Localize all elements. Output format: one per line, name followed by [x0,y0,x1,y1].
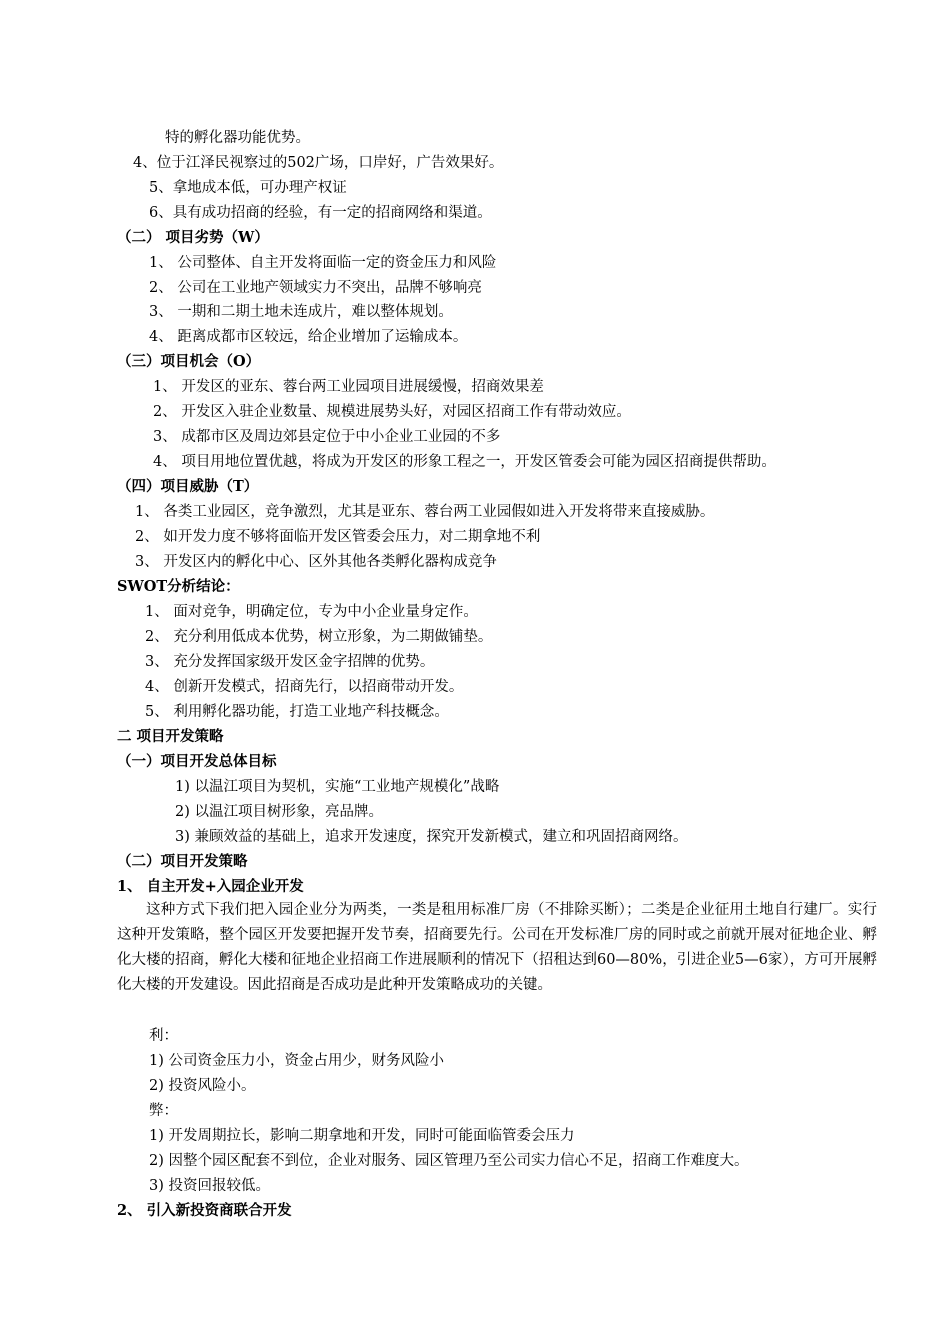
opportunity-item: 2、 开发区入驻企业数量、规模进展势头好，对园区招商工作有带动效应。 [153,404,631,420]
swot-item: 3、 充分发挥国家级开发区金字招牌的优势。 [145,654,435,670]
cons-item: 1) 开发周期拉长，影响二期拿地和开发，同时可能面临管委会压力 [149,1128,575,1144]
swot-item: 5、 利用孵化器功能，打造工业地产科技概念。 [145,704,449,720]
goal-item: 1) 以温江项目为契机，实施“工业地产规模化”战略 [175,779,500,795]
pros-item: 1) 公司资金压力小，资金占用少，财务风险小 [149,1053,444,1069]
opportunity-item: 4、 项目用地位置优越，将成为开发区的形象工程之一，开发区管委会可能为园区招商提供帮助。 [153,454,776,470]
cons-item: 3) 投资回报较低。 [149,1178,270,1194]
strength-continuation: 特的孵化器功能优势。 [165,130,310,146]
strategy-1-paragraph: 这种方式下我们把入园企业分为两类，一类是租用标准厂房（不排除买断）；二类是企业征用土地自行建厂。实行这种开发策略，整个园区开发要把握开发节奏，招商要先行。公司在开发标准厂房的同时或之前就开展对征地企业、孵化大楼的招商，孵化大楼和征地企业招商工作进展顺利的情况下（招租达到60—80%，引进企业5—6家），方可开展孵化大楼的开发建设。因此招商是否成功是此种开发策略成功的关键。 [117,902,877,993]
goal-item: 2) 以温江项目树形象，亮品牌。 [175,804,383,820]
pros-item: 2) 投资风险小。 [149,1078,256,1094]
goal-item: 3) 兼顾效益的基础上，追求开发速度，探究开发新模式，建立和巩固招商网络。 [175,829,688,845]
weakness-item: 2、 公司在工业地产领域实力不突出，品牌不够响亮 [149,280,482,296]
cons-item: 2) 因整个园区配套不到位，企业对服务、园区管理乃至公司实力信心不足，招商工作难度大。 [149,1153,749,1169]
overall-goal-heading: （一）项目开发总体目标 [117,753,277,770]
strength-item-4: 4、位于江泽民视察过的502广场，口岸好，广告效果好。 [133,155,504,171]
threat-item: 2、 如开发力度不够将面临开发区管委会压力，对二期拿地不利 [135,529,541,545]
strength-item-5: 5、拿地成本低，可办理产权证 [149,180,347,196]
weakness-item: 3、 一期和二期土地未连成片，难以整体规划。 [149,304,453,320]
threat-heading: （四）项目威胁（T） [117,478,259,495]
weakness-item: 4、 距离成都市区较远，给企业增加了运输成本。 [149,329,468,345]
swot-conclusion-heading: SWOT分析结论： [117,578,240,595]
strength-item-6: 6、具有成功招商的经验，有一定的招商网络和渠道。 [149,205,492,221]
threat-item: 1、 各类工业园区，竞争激烈，尤其是亚东、蓉台两工业园假如进入开发将带来直接威胁。 [135,504,715,520]
swot-item: 2、 充分利用低成本优势，树立形象，为二期做铺垫。 [145,629,493,645]
section-2-heading: 二 项目开发策略 [117,728,224,745]
strategy-2-heading: 2、 引入新投资商联合开发 [117,1202,292,1219]
pros-label: 利： [149,1028,178,1044]
opportunity-item: 3、 成都市区及周边郊县定位于中小企业工业园的不多 [153,429,501,445]
weakness-item: 1、 公司整体、自主开发将面临一定的资金压力和风险 [149,255,497,271]
weakness-heading: （二） 项目劣势（W） [117,229,269,246]
strategy-heading: （二）项目开发策略 [117,853,248,870]
opportunity-item: 1、 开发区的亚东、蓉台两工业园项目进展缓慢，招商效果差 [153,379,544,395]
swot-item: 1、 面对竞争，明确定位，专为中小企业量身定作。 [145,604,478,620]
swot-item: 4、 创新开发模式，招商先行，以招商带动开发。 [145,679,464,695]
strategy-1-heading: 1、 自主开发+入园企业开发 [117,878,304,895]
cons-label: 弊： [149,1103,178,1119]
opportunity-heading: （三）项目机会（O） [117,353,261,370]
threat-item: 3、 开发区内的孵化中心、区外其他各类孵化器构成竞争 [135,554,497,570]
